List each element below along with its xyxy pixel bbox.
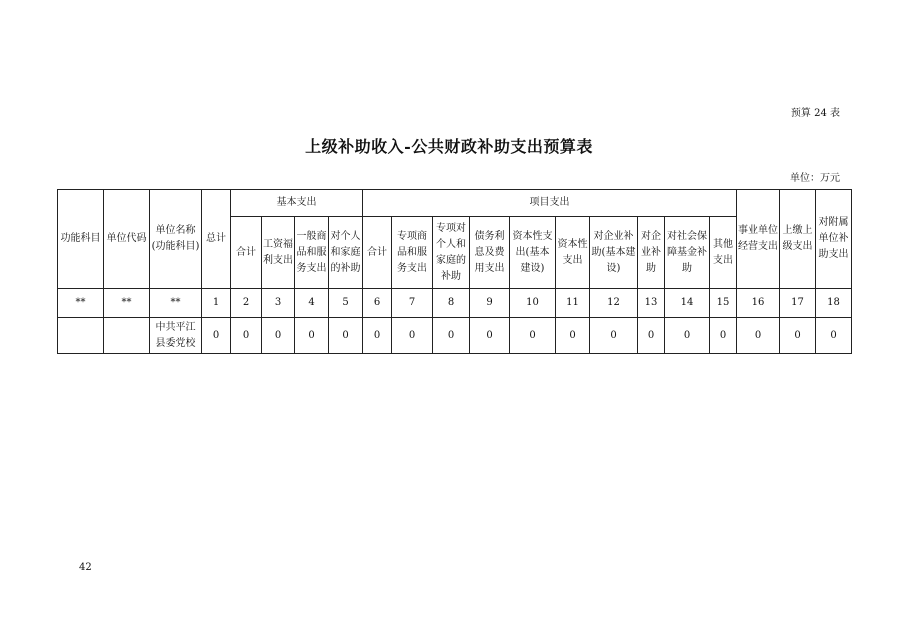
column-number: 15 (710, 289, 737, 318)
cell-value: 0 (590, 318, 638, 354)
budget-table (57, 189, 852, 354)
cell-value: 0 (262, 318, 295, 354)
header-business: 事业单位经营支出 (737, 190, 780, 289)
cell-value: 0 (780, 318, 816, 354)
column-number: 11 (556, 289, 590, 318)
cell-value: 0 (556, 318, 590, 354)
page-number: 42 (79, 562, 92, 573)
header-project-col: 对企业补助(基本建设) (590, 217, 638, 289)
cell-value: 0 (638, 318, 665, 354)
column-number: 7 (392, 289, 433, 318)
cell-unit-name: 中共平江县委党校 (150, 318, 202, 354)
header-project-col: 合计 (363, 217, 392, 289)
column-number: 10 (510, 289, 556, 318)
column-number: 1 (202, 289, 231, 318)
cell-value: 0 (710, 318, 737, 354)
column-number: 16 (737, 289, 780, 318)
cell-unit-code (104, 318, 150, 354)
column-number: ** (150, 289, 202, 318)
column-number-row (58, 289, 852, 318)
cell-value: 0 (510, 318, 556, 354)
column-number: 17 (780, 289, 816, 318)
column-number: 2 (231, 289, 262, 318)
header-func-subject: 功能科目 (58, 190, 104, 289)
header-unit-name: 单位名称(功能科目) (150, 190, 202, 289)
header-basic: 基本支出 (231, 190, 363, 217)
page-title: 上级补助收入-公共财政补助支出预算表 (305, 137, 593, 156)
column-number: 4 (295, 289, 329, 318)
column-number: 13 (638, 289, 665, 318)
header-project: 项目支出 (363, 190, 737, 217)
column-number: 5 (329, 289, 363, 318)
header-basic-col: 对个人和家庭的补助 (329, 217, 363, 289)
header-upper: 上缴上级支出 (780, 190, 816, 289)
cell-value: 0 (295, 318, 329, 354)
header-project-col: 专项对个人和家庭的补助 (433, 217, 470, 289)
column-number: ** (104, 289, 150, 318)
cell-value: 0 (433, 318, 470, 354)
column-number: 18 (816, 289, 852, 318)
column-number: 9 (470, 289, 510, 318)
cell-value: 0 (329, 318, 363, 354)
header-project-col: 其他支出 (710, 217, 737, 289)
header-project-col: 对企业补助 (638, 217, 665, 289)
table-row (58, 318, 852, 354)
cell-value: 0 (363, 318, 392, 354)
column-number: 3 (262, 289, 295, 318)
cell-value: 0 (392, 318, 433, 354)
header-subsidiary: 对附属单位补助支出 (816, 190, 852, 289)
cell-value: 0 (202, 318, 231, 354)
header-project-col: 债务利息及费用支出 (470, 217, 510, 289)
header-total: 总计 (202, 190, 231, 289)
header-project-col: 资本性支出 (556, 217, 590, 289)
cell-value: 0 (816, 318, 852, 354)
header-project-col: 对社会保障基金补助 (665, 217, 710, 289)
header-basic-col: 一般商品和服务支出 (295, 217, 329, 289)
form-number: 预算 24 表 (790, 108, 840, 119)
column-number: 8 (433, 289, 470, 318)
column-number: 6 (363, 289, 392, 318)
header-unit-code: 单位代码 (104, 190, 150, 289)
header-project-col: 专项商品和服务支出 (392, 217, 433, 289)
cell-value: 0 (737, 318, 780, 354)
header-project-col: 资本性支出(基本建设) (510, 217, 556, 289)
header-basic-col: 工资福利支出 (262, 217, 295, 289)
header-basic-col: 合计 (231, 217, 262, 289)
cell-value: 0 (665, 318, 710, 354)
cell-value: 0 (231, 318, 262, 354)
unit-label: 单位：万元 (790, 173, 840, 184)
column-number: ** (58, 289, 104, 318)
column-number: 12 (590, 289, 638, 318)
cell-func-subject (58, 318, 104, 354)
column-number: 14 (665, 289, 710, 318)
cell-value: 0 (470, 318, 510, 354)
